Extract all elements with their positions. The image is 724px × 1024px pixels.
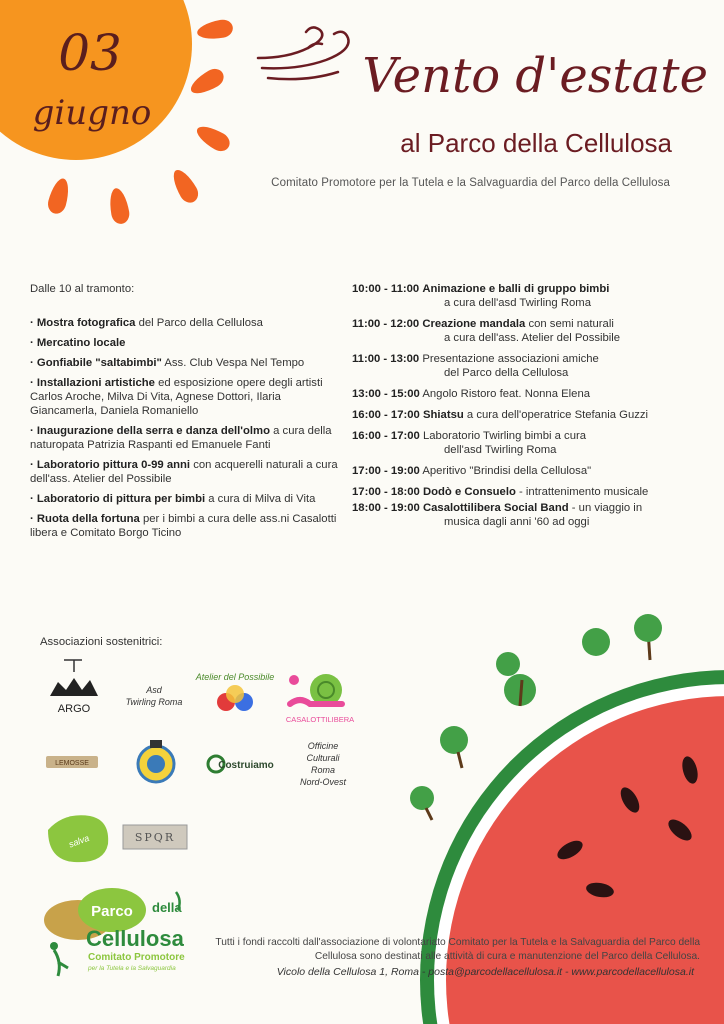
atelier-logo-text: Atelier del Possibile <box>195 672 275 682</box>
schedule-row: 17:00 - 19:00 Aperitivo "Brindisi della Cellulosa" <box>352 465 592 477</box>
officine-culturali-logo: Officine Culturali Roma Nord-Ovest <box>299 741 346 787</box>
list-item: · Ruota della fortuna per i bimbi a cura delle ass.ni Casalotti libera e Comitato Borgo Ticino <box>30 513 337 539</box>
logo-committee-text: Comitato Promotore <box>88 952 185 963</box>
twirling-roma-logo: Asd Twirling Roma <box>125 685 183 707</box>
footer-note: Tutti i fondi raccolti dall'associazione di volontariato Comitato per la Tutela e la Salvaguardia del Parco della Cellulosa sono destinati alle attività di cura e manutenzione del Parco della Cellulosa. <box>215 937 700 962</box>
organizer-line: Comitato Promotore per la Tutela e la Salvaguardia del Parco della Cellulosa <box>271 177 670 189</box>
casalottilibera-logo-text: CASALOTTILIBERA <box>285 715 355 724</box>
event-month: giugno <box>32 93 152 133</box>
schedule-row: 17:00 - 18:00 Dodò e Consuelo - intrattenimento musicale <box>352 486 649 498</box>
schedule <box>352 282 702 536</box>
comitato-salva-logo <box>44 810 114 866</box>
schedule-row: 13:00 - 15:00 Angolo Ristoro feat. Nonna Elena <box>352 388 591 400</box>
argo-logo-text: ARGO <box>57 703 91 715</box>
list-item: · Mercatino locale <box>30 337 126 349</box>
footer-contacts: Vicolo della Cellulosa 1, Roma - posta@parcodellacellulosa.it - www.parcodellacellulosa.it <box>276 966 694 978</box>
schedule-row: 10:00 - 11:00 Animazione e balli di gruppo bimbi a cura dell'asd Twirling Roma <box>352 283 610 309</box>
lemosse-logo <box>44 752 100 772</box>
salva-logo-text: salva <box>67 832 91 850</box>
schedule-row: 18:00 - 19:00 Casalottilibera Social Band - un viaggio in musica dagli anni '60 ad oggi <box>352 502 643 528</box>
costruiamo-logo-text: Costruiamo <box>218 760 274 771</box>
parco-cellulosa-logo <box>40 880 210 990</box>
all-day-activities <box>30 282 345 546</box>
club-vespa-logo-icon <box>134 738 178 788</box>
logo-cellulosa-text: Cellulosa <box>86 926 184 951</box>
event-title: Vento d'estate <box>362 48 708 104</box>
logo-della-text: della <box>152 900 182 915</box>
activities-heading: Dalle 10 al tramonto: <box>30 283 135 295</box>
list-item: · Mostra fotografica del Parco della Cellulosa <box>30 317 263 329</box>
sun-ray-icon <box>107 187 131 226</box>
costruiamo-logo <box>206 752 276 776</box>
schedule-row: 16:00 - 17:00 Shiatsu a cura dell'operatrice Stefania Guzzi <box>352 409 649 421</box>
list-item: · Laboratorio di pittura per bimbi a cura di Milva di Vita <box>30 493 316 505</box>
schedule-row: 11:00 - 13:00 Presentazione associazioni amiche del Parco della Cellulosa <box>352 353 599 379</box>
argo-logo <box>44 656 104 716</box>
gymnast-icon <box>54 950 68 976</box>
sponsors-heading: Associazioni sostenitrici: <box>40 636 163 648</box>
schedule-row: 16:00 - 17:00 Laboratorio Twirling bimbi a cura dell'asd Twirling Roma <box>352 430 587 456</box>
sun-ray-icon <box>46 176 73 215</box>
list-item: · Installazioni artistiche ed esposizione opere degli artisti Carlos Aroche, Milva Di Vita, Agnese Dottori, Ilaria Giancamerla, Daniela Romaniello <box>30 377 323 417</box>
logo-tagline-text: per la Tutela e la Salvaguardia <box>88 965 176 972</box>
sun-ray-icon <box>187 65 227 99</box>
spqr-logo <box>122 824 188 850</box>
event-subtitle: al Parco della Cellulosa <box>400 128 672 158</box>
watermelon-hill-graphic <box>400 650 724 920</box>
list-item: · Laboratorio pittura 0-99 anni con acquerelli naturali a cura dell'ass. Atelier del Possibile <box>30 459 338 485</box>
lemosse-logo-text: LEMOSSE <box>55 760 89 767</box>
list-item: · Gonfiabile "saltabimbi" Ass. Club Vespa Nel Tempo <box>30 357 305 369</box>
spqr-logo-text: SPQR <box>134 831 176 844</box>
casalottilibera-logo <box>280 660 360 726</box>
atelier-logo <box>195 666 275 726</box>
schedule-row: 11:00 - 12:00 Creazione mandala con semi naturali a cura dell'ass. Atelier del Possibile <box>352 318 621 344</box>
logo-parco-text: Parco <box>91 903 133 920</box>
sun-ray-icon <box>193 121 233 155</box>
list-item: · Inaugurazione della serra e danza dell'olmo a cura della naturopata Patrizia Raspanti ed Emanuele Fanti <box>30 425 332 451</box>
event-day: 03 <box>58 24 122 82</box>
sun-ray-icon <box>196 18 235 42</box>
sun-ray-icon <box>168 166 202 206</box>
